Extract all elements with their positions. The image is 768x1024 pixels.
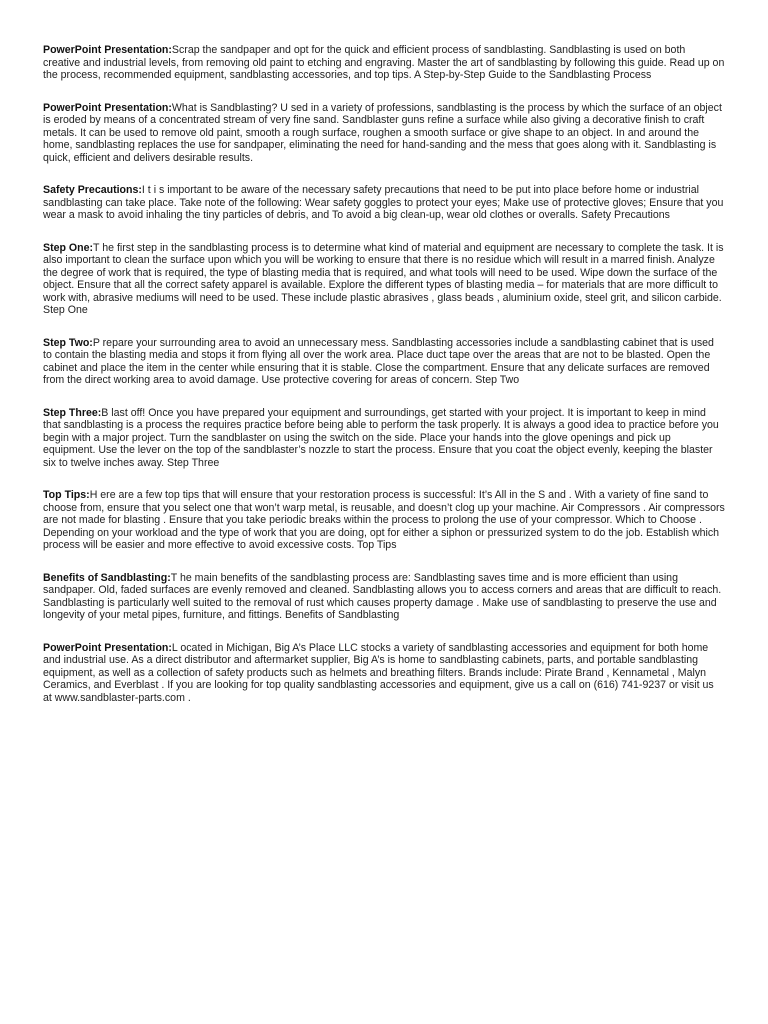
paragraph-body: P repare your surrounding area to avoid an unnecessary mess. Sandblasting accessories include a sandblasting cabinet that is used to contain the blasting media and stops it from flying all over the work area. Place duct tape over the areas that are not to be blasted. Open the cabinet and place the item in the center while ensuring that it is stable. Close the compartment. Ensure that any delicate surfaces are removed from the direct working area to avoid damage. Use protective covering for areas of concern. Step Two [43,336,714,386]
paragraph-heading: Benefits of Sandblasting: [43,571,171,584]
paragraph-step-one [43,242,725,317]
paragraph-benefits [43,572,725,622]
paragraph-body: T he main benefits of the sandblasting process are: Sandblasting saves time and is more efficient than using sandpaper. Old, faded surfaces are evenly removed and cleaned. Sandblasting allows you to access corners and areas that are difficult to reach. Sandblasting is particularly well suited to the removal of rust which causes property damage . Make use of sandblasting to preserve the use and longevity of your metal pipes, furniture, and fittings. Benefits of Sandblasting [43,571,722,621]
paragraph-heading: Safety Precautions: [43,184,142,196]
paragraph-heading: PowerPoint Presentation: [43,101,172,114]
paragraph-body: What is Sandblasting? U sed in a variety of professions, sandblasting is the process by which the surface of an object is eroded by means of a concentrated stream of very fine sand. Sandblaster guns refine a surface while also giving a decorative finish to craft metals. It can be used to remove old paint, smooth a rough surface, roughen a smooth surface or give shape to an object. In and around the home, sandblasting replaces the use for sandpaper, eliminating the need for hand-sanding and the mess that goes along with it. Sandblasting is quick, efficient and delivers desirable results. [43,101,722,164]
paragraph-heading: Top Tips: [43,489,90,501]
paragraph-safety-precautions [43,184,725,222]
paragraph-heading: Step Two: [43,336,93,349]
paragraph-body: I t i s important to be aware of the necessary safety precautions that need to be put into place before home or industrial sandblasting can take place. Take note of the following: Wear safety goggles to protect your eyes; Make use of protective gloves; Ensure that you wear a mask to avoid inhaling the tiny particles of debris, and To avoid a big clean-up, wear old clothes or overalls. Safety Precautions [43,184,724,221]
paragraph-body: L ocated in Michigan, Big A’s Place LLC stocks a variety of sandblasting accessories and equipment for both home and industrial use. As a direct distributor and aftermarket supplier, Big A’s is home to sandblasting cabinets, parts, and portable sandblasting equipment, as well as a collection of safety products such as helmets and breathing filters. Brands include: Pirate Brand , Kennametal , Malyn Ceramics, and Everblast . If you are looking for top quality sandblasting accessories and equipment, give us a call on (616) 741-9237 or visit us at www.sandblaster-parts.com . [43,641,714,704]
document-page [43,44,725,724]
paragraph-body: T he first step in the sandblasting process is to determine what kind of material and equipment are necessary to complete the task. It is also important to clean the surface upon which you will be working to ensure that there is no residue which will result in a marred finish. Analyze the degree of work that is required, the type of blasting media that is required, and what tools will need to be used. Wipe down the surface of the object. Ensure that all the correct safety apparel is available. Explore the different types of blasting media – for materials that are more difficult to work with, abrasive mediums will need to be used. These include plastic abrasives , glass beads , aluminium oxide, steel grit, and silicon carbide. Step One [43,241,724,316]
paragraph-what-is-sandblasting [43,102,725,165]
paragraph-body: H ere are a few top tips that will ensure that your restoration process is successful: It’s All in the S and . With a variety of fine sand to choose from, ensure that you select one that won’t warp metal, is reusable, and doesn’t clog up your machine. Air Compressors . Air compressors are not made for blasting . Ensure that you take periodic breaks within the process to prolong the use of your compressor. Which to Choose . Depending on your workload and the type of work that you are doing, opt for either a siphon or pressurized system to do the job. Establish which process will be easier and more effective to avoid excessive costs. Top Tips [43,489,725,551]
paragraph-heading: Step One: [43,241,94,254]
paragraph-body: Scrap the sandpaper and opt for the quick and efficient process of sandblasting. Sandblasting is used on both creative and industrial levels, from removing old paint to etching and engraving. Master the art of sandblasting by following this guide. Read up on the process, recommended equipment, sandblasting accessories, and top tips. A Step-by-Step Guide to the Sandblasting Process [43,44,725,81]
paragraph-heading: Step Three: [43,406,102,419]
paragraph-body: B last off! Once you have prepared your equipment and surroundings, get started with your project. It is important to keep in mind that sandblasting is a process the requires practice before being able to perform the task properly. It is always a good idea to practice before you begin with a major project. Turn the sandblaster on using the switch on the side. Place your hands into the glove openings and pick up equipment. Use the lever on the top of the sandblaster’s nozzle to start the process. Ensure that you coat the object evenly, keeping the blaster six to twelve inches away. Step Three [43,406,719,469]
paragraph-top-tips [43,489,725,552]
paragraph-intro [43,44,725,82]
paragraph-heading: PowerPoint Presentation: [43,44,172,56]
paragraph-contact [43,642,725,705]
paragraph-heading: PowerPoint Presentation: [43,641,172,654]
paragraph-step-three [43,407,725,470]
paragraph-step-two [43,337,725,387]
